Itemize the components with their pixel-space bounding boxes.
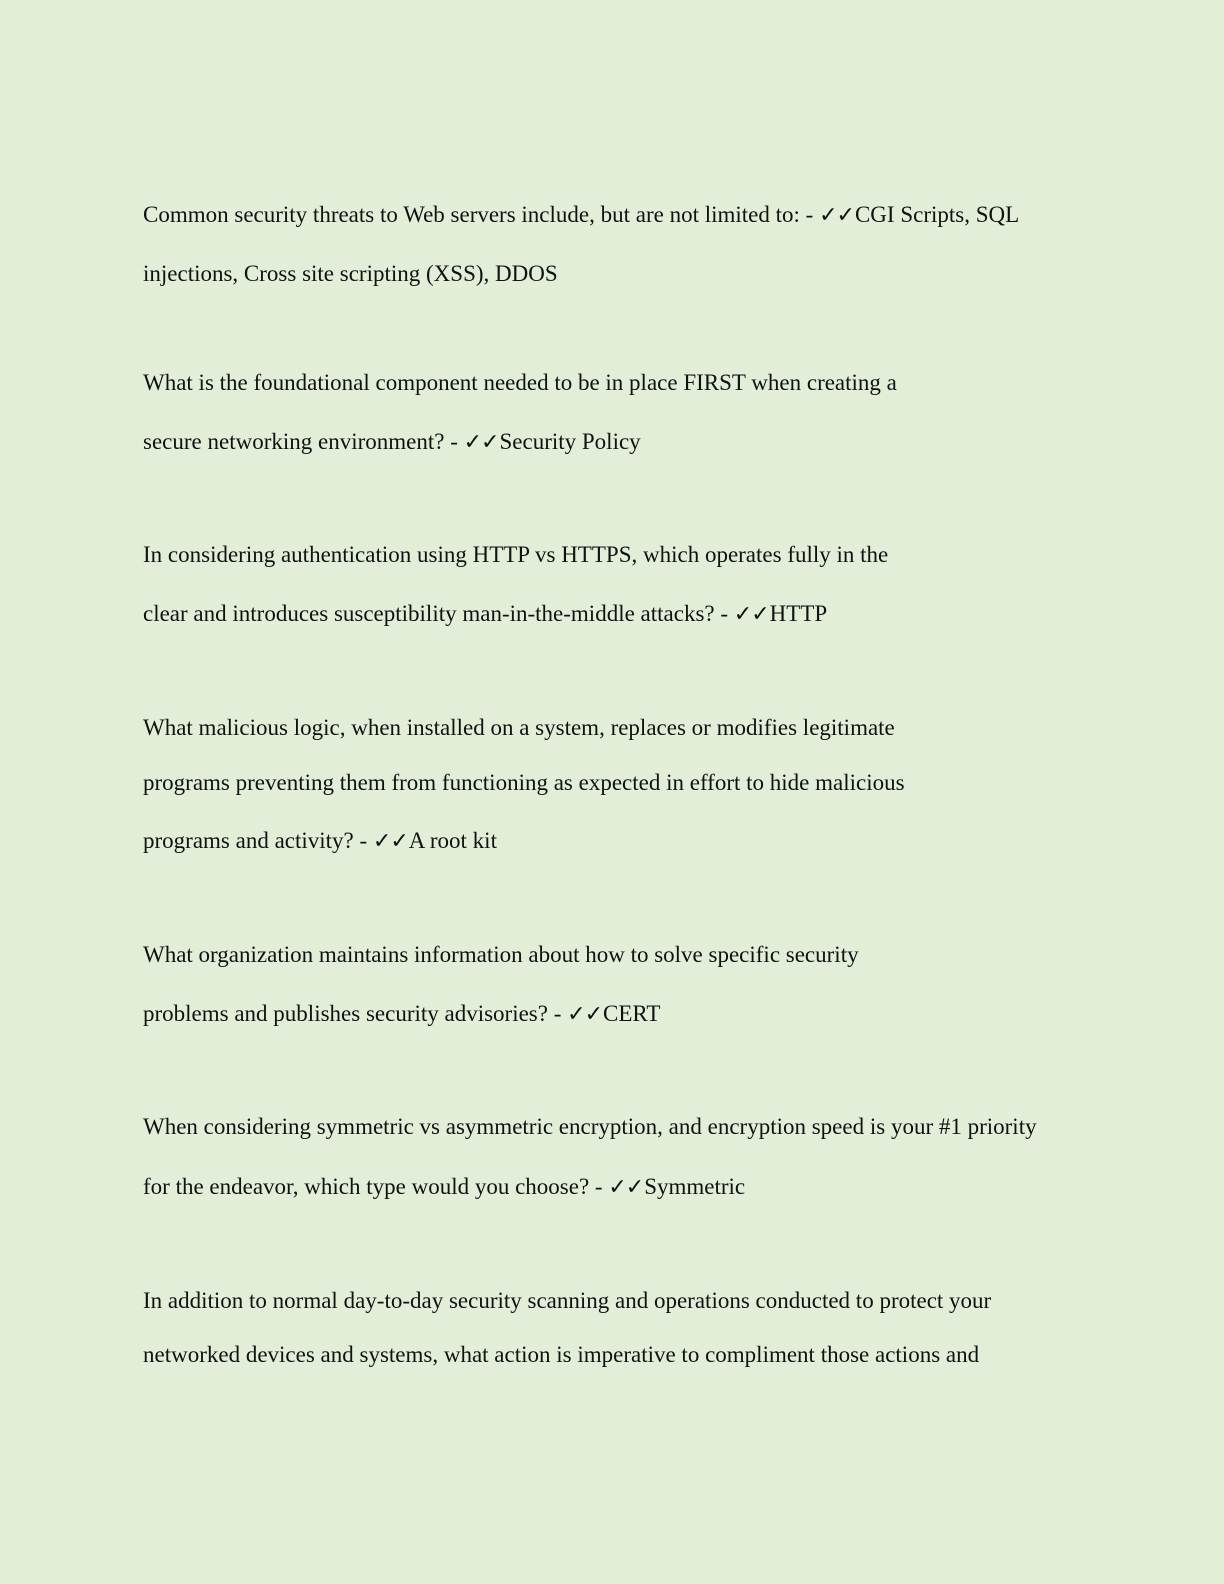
answer-text: Security Policy: [499, 429, 641, 454]
question-text: for the endeavor, which type would you choose? -: [143, 1174, 609, 1199]
question-text: What is the foundational component needed to be in place FIRST when creating a: [143, 370, 897, 395]
double-check-icon: ✓✓: [463, 430, 499, 455]
qa-1-line-2: [143, 260, 558, 288]
question-text: In addition to normal day-to-day security scanning and operations conducted to protect your: [143, 1288, 992, 1313]
double-check-icon: ✓✓: [733, 602, 769, 627]
question-text: secure networking environment? -: [143, 429, 464, 454]
question-text: problems and publishes security advisories? -: [143, 1001, 568, 1026]
question-text: programs and activity? -: [143, 828, 373, 853]
qa-4-line-2: [143, 769, 905, 797]
double-check-icon: ✓✓: [819, 203, 854, 228]
question-text: What malicious logic, when installed on a system, replaces or modifies legitimate: [143, 715, 895, 740]
qa-7-line-2: [143, 1341, 979, 1369]
qa-5-line-1: [143, 941, 859, 969]
qa-1-line-1: [143, 201, 1019, 230]
question-text: In considering authentication using HTTP vs HTTPS, which operates fully in the: [143, 542, 889, 567]
qa-6-line-2: [143, 1173, 745, 1202]
question-text: When considering symmetric vs asymmetric encryption, and encryption speed is your #1 priority: [143, 1114, 1037, 1139]
question-text: What organization maintains information about how to solve specific security: [143, 942, 859, 967]
qa-3-line-2: [143, 600, 827, 629]
qa-4-line-3: [143, 827, 497, 856]
double-check-icon: ✓✓: [608, 1175, 644, 1200]
question-text: Common security threats to Web servers include, but are not limited to: -: [143, 202, 820, 227]
answer-text: A root kit: [408, 828, 497, 853]
qa-7-line-1: [143, 1287, 991, 1315]
qa-6-line-1: [143, 1113, 1037, 1141]
qa-4-line-1: [143, 714, 895, 742]
qa-2-line-2: [143, 428, 641, 457]
qa-3-line-1: [143, 541, 888, 569]
double-check-icon: ✓✓: [567, 1002, 603, 1027]
question-text: networked devices and systems, what action is imperative to compliment those actions and: [143, 1342, 980, 1367]
question-text: programs preventing them from functioning as expected in effort to hide malicious: [143, 770, 905, 795]
question-text: clear and introduces susceptibility man-in-the-middle attacks? -: [143, 601, 734, 626]
answer-text: CERT: [603, 1001, 661, 1026]
answer-text: CGI Scripts, SQL: [854, 202, 1020, 227]
answer-text: Symmetric: [644, 1174, 746, 1199]
answer-text: injections, Cross site scripting (XSS), DDOS: [143, 261, 558, 286]
qa-2-line-1: [143, 369, 897, 397]
qa-5-line-2: [143, 1000, 660, 1029]
answer-text: HTTP: [769, 601, 828, 626]
double-check-icon: ✓✓: [372, 829, 408, 854]
